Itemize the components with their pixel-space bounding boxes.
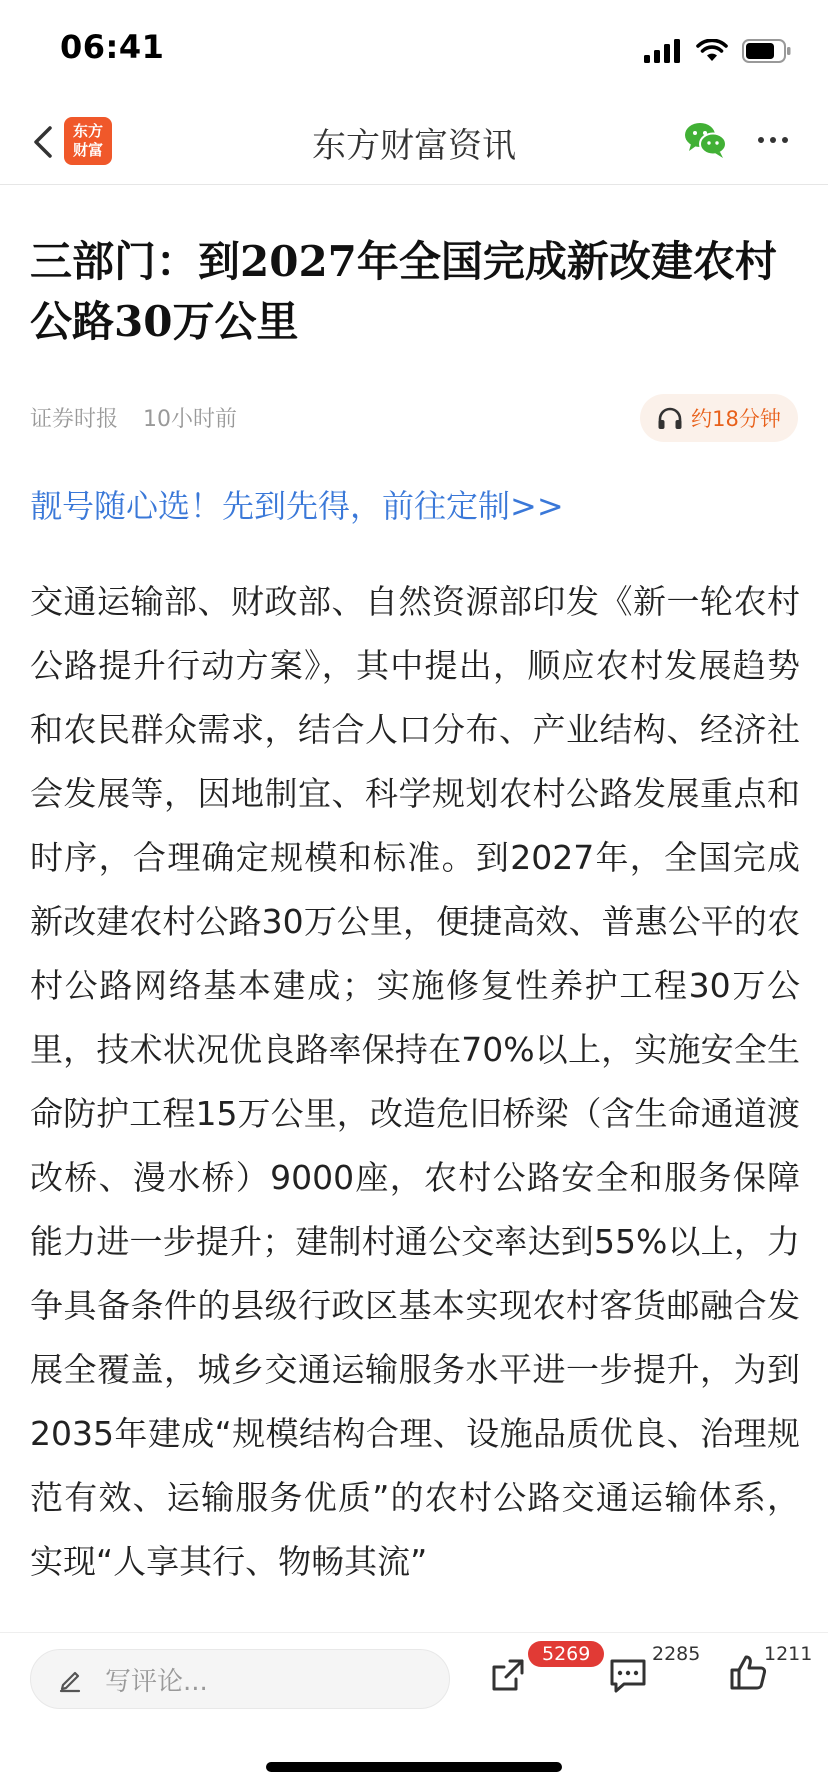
more-icon[interactable] (756, 128, 790, 152)
comment-count: 2285 (652, 1643, 701, 1665)
article-source[interactable]: 证券时报 (30, 407, 119, 432)
signal-icon (644, 39, 682, 63)
article-time: 10小时前 (143, 407, 238, 432)
promo-link[interactable]: 靓号随心选！先到先得，前往定制>> (30, 487, 564, 525)
listen-button[interactable] (640, 394, 798, 442)
headphones-icon (657, 406, 683, 430)
status-time: 06:41 (60, 28, 165, 66)
home-indicator[interactable] (266, 1762, 562, 1772)
status-icons (644, 36, 792, 66)
wechat-icon[interactable] (684, 120, 728, 160)
article-title: 三部门：到2027年全国完成新改建农村公路30万公里 (30, 237, 777, 346)
pen-icon (57, 1665, 85, 1693)
nav-title: 东方财富资讯 (312, 126, 516, 166)
article-meta (30, 402, 237, 433)
comment-placeholder: 写评论... (105, 1666, 208, 1697)
nav-bar (0, 100, 828, 185)
wifi-icon (696, 39, 728, 63)
listen-label: 约18分钟 (691, 407, 781, 431)
comment-input[interactable] (30, 1649, 450, 1709)
share-icon[interactable] (488, 1655, 528, 1695)
share-count-badge: 5269 (528, 1641, 604, 1667)
thumbs-up-icon[interactable] (728, 1653, 768, 1693)
status-bar (0, 0, 828, 100)
logo-text-bottom: 财富 (72, 141, 103, 159)
battery-icon (742, 39, 792, 63)
like-count: 1211 (764, 1643, 813, 1665)
bottom-bar (0, 1632, 828, 1733)
article-body: 交通运输部、财政部、自然资源部印发《新一轮农村公路提升行动方案》，其中提出，顺应农村发展趋势和农民群众需求，结合人口分布、产业结构、经济社会发展等，因地制宜、科学规划农村公路发展重点和时序，合理确定规模和标准。到2027年，全国完成新改建农村公路30万公里，便捷高效、普惠公平的农村公路网络基本建成；实施修复性养护工程30万公里，技术状况优良路率保持在70%以上，实施安全生命防护工程15万公里，改造危旧桥梁（含生命通道渡改桥、漫水桥）9000座，农村公路安全和服务保障能力进一步提升；建制村通公交率达到55%以上，力争具备条件的县级行政区基本实现农村客货邮融合发展全覆盖，城乡交通运输服务水平进一步提升，为到2035年建成“规模结构合理、设施品质优良、治理规范有效、运输服务优质”的农村公路交通运输体系，实现“人享其行、物畅其流” (30, 582, 800, 1581)
logo-text-top: 东方 (72, 122, 103, 140)
comment-icon[interactable] (608, 1657, 648, 1695)
